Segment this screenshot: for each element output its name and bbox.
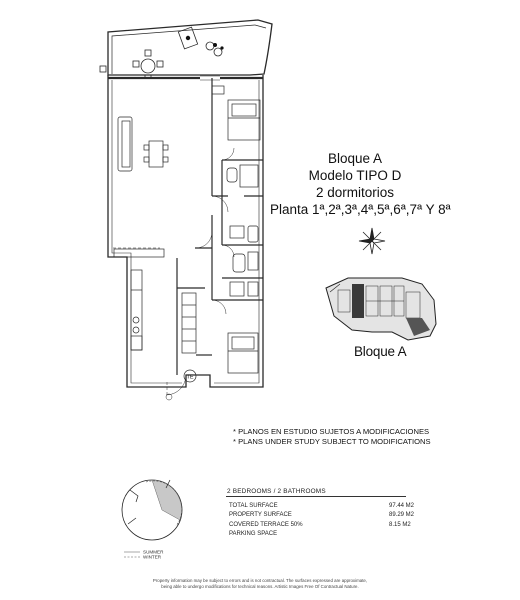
legend-winter: WINTER [143, 554, 162, 560]
bedroom-count: 2 dormitorios [315, 185, 395, 200]
te-label: TE [186, 374, 194, 381]
table-row [229, 530, 414, 539]
table-row [229, 502, 414, 511]
row-value: 97.44 M2 [389, 503, 415, 509]
row-label: PARKING SPACE [229, 531, 278, 538]
table-row [229, 511, 414, 520]
plan-notes [233, 427, 431, 447]
row-label: TOTAL SURFACE [229, 503, 278, 509]
note-english: * PLANS UNDER STUDY SUBJECT TO MODIFICATIONS [233, 437, 431, 446]
table-row [229, 521, 414, 530]
key-plan-label: Bloque A [354, 344, 407, 359]
legend-summer: SUMMER [143, 549, 164, 555]
title-block [270, 150, 451, 218]
floor-plan-drawing [0, 0, 290, 410]
disclaimer-line: being able to undergo modifications for technical reasons. Artistic Images Free Of Contractual Nature. [161, 583, 359, 589]
row-value: 89.29 M2 [389, 512, 415, 519]
sun-orientation-diagram [110, 472, 200, 562]
disclaimer-line: Property information may be subject to errors and is not contractual. The surfaces expressed are approximate, [152, 578, 368, 583]
row-label: PROPERTY SURFACE [229, 512, 292, 519]
model-name: Modelo TIPO D [308, 168, 402, 183]
disclaimer [110, 578, 410, 590]
surface-table [229, 502, 414, 540]
key-plan-diagram [322, 274, 442, 344]
block-name: Bloque A [327, 151, 383, 166]
table-title: 2 BEDROOMS / 2 BATHROOMS [227, 488, 326, 495]
compass-icon [357, 226, 387, 256]
floor-levels: Planta 1ª,2ª,3ª,4ª,5ª,6ª,7ª Y 8ª [270, 202, 451, 217]
row-value: 8.15 M2 [389, 521, 411, 528]
note-spanish: * PLANOS EN ESTUDIO SUJETOS A MODIFICACIONES [233, 427, 430, 436]
table-divider [226, 496, 406, 497]
row-label: COVERED TERRACE 50% [229, 521, 303, 528]
